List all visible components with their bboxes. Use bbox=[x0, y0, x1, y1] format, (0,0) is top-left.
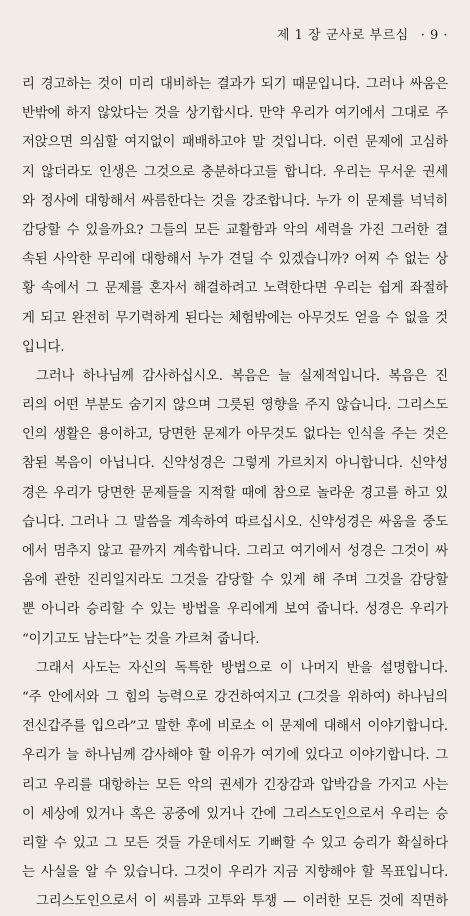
text-line: 리 경고하는 것이 미리 대비하는 결과가 되기 때문입니다. 그러나 싸움은 bbox=[22, 77, 448, 92]
text-line: 경은 우리가 당면한 문제들을 지적할 때에 참으로 놀라운 경고를 하고 있 bbox=[22, 485, 448, 501]
text-line: 리고 우리를 대항하는 모든 악의 권세가 긴장감과 압박감을 가지고 사는 bbox=[22, 777, 448, 793]
text-line: 리의 어떤 부분도 숨기지 않으며 그릇된 영향을 주지 않습니다. 그리스도 bbox=[22, 398, 448, 414]
text-line: 에서 멈추지 않고 끝까지 계속합니다. 그리고 여기에서 성경은 그것이 싸 bbox=[22, 544, 448, 559]
text-line: 참된 복음이 아닙니다. 신약성경은 그렇게 가르치지 아니합니다. 신약성 bbox=[22, 456, 448, 472]
text-line: 그리스도인으로서 이 씨름과 고투와 투쟁 — 이러한 모든 것에 직면하 bbox=[36, 894, 448, 910]
page-number: · 9 · bbox=[420, 28, 448, 43]
text-line: 게 되고 완전히 무기력하게 된다는 체험밖에는 아무것도 얻을 수 없을 것 bbox=[22, 310, 448, 326]
text-line: 는 사실을 알 수 있습니다. 그것이 우리가 지금 지향해야 할 목표입니다. bbox=[22, 865, 448, 881]
text-line: 우리가 늘 하나님께 감사해야 할 이유가 여기에 있다고 이야기합니다. 그 bbox=[22, 748, 448, 764]
text-line: 황 속에서 그 문제를 혼자서 해결하려고 노력한다면 우리는 쉽게 좌절하 bbox=[22, 281, 448, 297]
text-line: “이기고도 남는다”는 것을 가르쳐 줍니다. bbox=[22, 631, 260, 647]
text-line: 와 정사에 대항해서 싸름한다는 것을 강조합니다. 누가 이 문제를 넉넉히 bbox=[22, 193, 448, 209]
text-line: 그러나 하나님께 감사하십시오. 복음은 늘 실제적입니다. 복음은 진 bbox=[36, 368, 448, 384]
text-line: 반밖에 하지 않았다는 것을 상기합시다. 만약 우리가 여기에서 그대로 주 bbox=[22, 106, 448, 122]
chapter-title: 제 1 장 군사로 부르심 bbox=[276, 28, 409, 43]
text-line: 입니다. bbox=[22, 339, 65, 355]
text-line: 전신갑주를 입으라”고 말한 후에 비로소 이 문제에 대해서 이야기합니다. bbox=[22, 719, 448, 735]
text-line: 속된 사악한 무리에 대항해서 누가 견딜 수 있겠습니까? 어찌 수 없는 상 bbox=[22, 252, 448, 268]
text-line: 움에 관한 진리일지라도 그것을 감당할 수 있게 해 주며 그것을 감당할 bbox=[22, 573, 448, 589]
text-line: 인의 생활은 용이하고, 당면한 문제가 아무것도 없다는 인식을 주는 것은 bbox=[22, 427, 448, 443]
text-line: 이 세상에 있거나 혹은 공중에 있거나 간에 그리스도인으로서 우리는 승 bbox=[22, 806, 448, 822]
text-line: “주 안에서와 그 힘의 능력으로 강건하여지고 (그것을 위하여) 하나님의 bbox=[22, 689, 448, 705]
text-line: 그래서 사도는 자신의 독특한 방법으로 이 나머지 반을 설명합니다. bbox=[36, 660, 448, 676]
text-line: 지 않더라도 인생은 그것으로 충분하다고들 합니다. 우리는 무서운 권세 bbox=[22, 164, 448, 180]
body-text bbox=[22, 70, 448, 916]
text-line: 감당할 수 있을까요? 그들의 모든 교활함과 악의 세력을 가진 그러한 결 bbox=[22, 222, 448, 238]
text-line: 저앉으면 의심할 여지없이 패배하고야 말 것입니다. 이런 문제에 고심하 bbox=[22, 135, 448, 151]
running-header bbox=[277, 24, 448, 43]
text-line: 뿐 아니라 승리할 수 있는 방법을 우리에게 보여 줍니다. 성경은 우리가 bbox=[22, 602, 448, 618]
text-line: 습니다. 그러나 그 말씀을 계속하여 따르십시오. 신약성경은 싸움을 중도 bbox=[22, 514, 448, 530]
text-line: 리할 수 있고 그 모든 것들 가운데서도 기뻐할 수 있고 승리가 확실하다 bbox=[22, 835, 448, 851]
